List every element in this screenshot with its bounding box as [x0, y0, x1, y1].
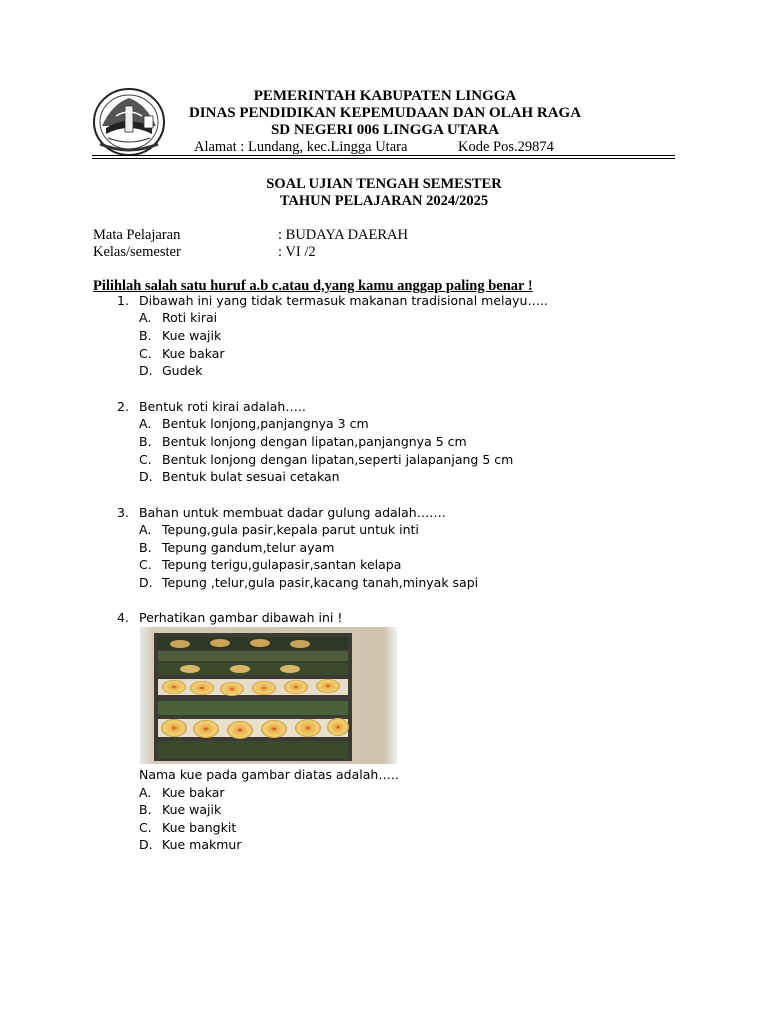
option-letter: A. [139, 416, 152, 431]
option-text: Kue bakar [162, 346, 225, 361]
option-text: Kue wajik [162, 328, 222, 343]
option-letter: A. [139, 522, 152, 537]
kue-photo [140, 627, 397, 764]
question-number: 4. [117, 610, 129, 625]
option-letter: B. [139, 328, 152, 343]
option-letter: D. [139, 469, 153, 484]
option-text: Bentuk lonjong dengan lipatan,seperti jalapanjang 5 cm [162, 452, 514, 467]
header-postal-code: Kode Pos.29874 [458, 139, 554, 155]
option-letter: A. [139, 310, 152, 325]
option-letter: C. [139, 820, 152, 835]
option-letter: D. [139, 837, 153, 852]
option-letter: C. [139, 452, 152, 467]
header-government: PEMERINTAH KABUPATEN LINGGA [253, 88, 517, 104]
option-letter: D. [139, 575, 153, 590]
option-letter: D. [139, 363, 153, 378]
option-text: Bentuk lonjong dengan lipatan,panjangnya 5 cm [162, 434, 467, 449]
option-text: Roti kirai [162, 310, 218, 325]
header-school: SD NEGERI 006 LINGGA UTARA [270, 122, 500, 138]
class-value: : VI /2 [278, 244, 316, 260]
header-divider-thin [92, 158, 675, 159]
option-text: Kue makmur [162, 837, 242, 852]
option-text: Kue bangkit [162, 820, 237, 835]
question-text: Bahan untuk membuat dadar gulung adalah……. [139, 505, 446, 520]
regency-emblem-icon [92, 86, 166, 158]
question-text: Bentuk roti kirai adalah….. [139, 399, 306, 414]
option-text: Tepung,gula pasir,kepala parut untuk inti [162, 522, 419, 537]
option-text: Kue wajik [162, 802, 222, 817]
option-text: Kue bakar [162, 785, 225, 800]
exam-title: SOAL UJIAN TENGAH SEMESTER [266, 176, 502, 192]
option-letter: B. [139, 540, 152, 555]
option-text: Bentuk lonjong,panjangnya 3 cm [162, 416, 369, 431]
question-number: 2. [117, 399, 129, 414]
instruction-text: Pilihlah salah satu huruf a.b c.atau d,yang kamu anggap paling benar ! [93, 278, 533, 294]
option-letter: B. [139, 434, 152, 449]
option-text: Tepung terigu,gulapasir,santan kelapa [162, 557, 402, 572]
subject-label: Mata Pelajaran [93, 227, 181, 243]
option-text: Gudek [162, 363, 203, 378]
option-text: Tepung ,telur,gula pasir,kacang tanah,minyak sapi [162, 575, 479, 590]
header-divider [92, 155, 675, 156]
question-text: Perhatikan gambar dibawah ini ! [139, 610, 343, 625]
question-number: 3. [117, 505, 129, 520]
exam-year: TAHUN PELAJARAN 2024/2025 [279, 193, 489, 209]
header-department: DINAS PENDIDIKAN KEPEMUDAAN DAN OLAH RAGA [188, 105, 582, 121]
option-letter: B. [139, 802, 152, 817]
option-letter: C. [139, 557, 152, 572]
subject-value: : BUDAYA DAERAH [278, 227, 408, 243]
question-text: Dibawah ini yang tidak termasuk makanan tradisional melayu….. [139, 293, 548, 308]
option-letter: A. [139, 785, 152, 800]
option-text: Tepung gandum,telur ayam [162, 540, 335, 555]
option-text: Bentuk bulat sesuai cetakan [162, 469, 340, 484]
header-address: Alamat : Lundang, kec.Lingga Utara [194, 139, 408, 155]
option-letter: C. [139, 346, 152, 361]
question-number: 1. [117, 293, 129, 308]
question-subtext: Nama kue pada gambar diatas adalah….. [139, 767, 399, 782]
class-label: Kelas/semester [93, 244, 181, 260]
